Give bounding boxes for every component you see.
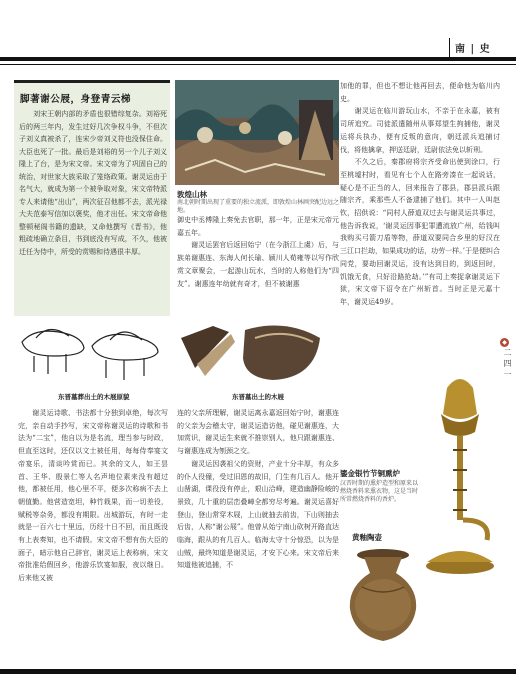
footer-rule — [0, 669, 516, 674]
clogs-drawing — [14, 318, 166, 388]
article-title: 脚著谢公屐，身登青云梯 — [20, 94, 132, 105]
censer-image — [417, 370, 503, 578]
book-section-label: 南 | 史 — [455, 44, 491, 55]
wooden-clogs-image — [14, 318, 166, 388]
article-text-column-1: 刘宋王朝内部的矛盾也很错综复杂。刘裕死后的两三年内，发生过好几次争权斗争，不但次子刘义真被杀了，连宋少帝刘义符也没保住命。大臣也死了一批。最后是刘裕的另一个儿子刘义隆上了台，是为宋文帝。宋文帝为了巩固自己的统治，对世家大族采取了笼络政策。谢灵运由于名气大，就成为第一个被争取对象，宋文帝特派专人来请他“出山”，两次征召他都不去，派光禄大夫范泰写信加以褒奖，他才出任。宋文帝命他整顿秘阁书籍的遗缺，又命他撰写《晋书》，他粗疏地确立条目，书到底没有写成，不久，他被迁任为侍中，所受的赏赐和待遇很丰厚。 — [19, 110, 167, 256]
clogs-caption: 东晋墓葬出土的木屐原貌 — [58, 393, 130, 401]
pottery-jar-image — [342, 547, 424, 645]
jar-drawing — [342, 547, 424, 645]
header-rule-thin — [0, 64, 516, 65]
mural-image — [175, 80, 339, 185]
header-rule — [0, 57, 516, 61]
mural-caption-text: 南北朝时期出现了重要的独立流派，即敦煌山林画突配边远之地。 — [177, 199, 340, 214]
page-number: 二四一 — [503, 348, 512, 381]
censer-caption-text: 汉晋时期的熏炉造型和原来以燃烧香料来熏衣物，这是当时所常燃烧香料的香炉。 — [340, 480, 419, 503]
pot-caption: 黄釉陶壶 — [352, 533, 382, 542]
mural-caption-title: 敦煌山林 — [177, 190, 207, 199]
article-text-column-2: 御史中丞傅隆上奏免去官职，那一年，正是宋元帝元嘉五年。 谢灵运罢官后返回始宁（在今浙江上虞）后，与族弟谢惠连、东海人何长瑜、颍川人荀雍等以写作欣赏文章聚会，一起游山玩水，当时的人称他们为“四友”。谢惠连年幼就有奇才，但不被谢惠 — [177, 216, 339, 288]
article-text-column-5: 连的父亲所理解，谢灵运离永嘉返回始宁时，谢惠连的父亲为会稽太守，谢灵运造访他，碰见谢惠连，大加赏识，谢灵运生来就不推崇别人，他只跟谢惠连、与谢惠连成为刎颈之交。 谢灵运因袭祖父的资财，产业十分丰厚，有众多的仆人役僮，受过旧恩的故旧，门生有几百人。他开山凿湖，课役没有停止，艰山洽峰，建造幽静险峻的景致，几十重的层峦叠嶂全都穷尽考遍。谢灵运喜好登山，登山常穿木屐，上山就抽去前齿，下山则抽去后齿，人称“谢公屐”。他曾从始宁南山砍树开路直达临海，跟从的有几百人。临海太守十分惊恐，以为是山贼，最终知道是谢灵运，才安下心来。宋文帝后来知道他被追捕，不 — [177, 409, 339, 570]
article-text-column-3: 加他的罪，但也不想让他再回去，便命他为临川内史。 谢灵运在临川游玩山水，不亲于在永嘉，被有司所追究。司徒派遣随州从事郑望生拘捕他，谢灵运将兵执办，便有反叛的意向，朝廷派兵追捕讨伐，将他擒拿，押送廷尉，廷尉依法免以斩刑。 不久之后，秦郡府将宗齐受命出使到涂口，行至桃墟村时，看见有七个人在路旁凑在一起说话，疑心是不正当的人，回来报告了郡县，郡县派兵跟随宗齐，乘那些人不备逮捕了他们。其中一人叫赵钦，招供说：“同村人薛道双过去与谢灵运共事过，他告诉我说，‘谢灵运因事犯罪遭流放广州，给钱叫我购买弓箭刀盾等物，薛道双要同合乡里的好汉在三江口拦劫，如果成功的话，功劳一样。’于是便纠合同党，要劫回谢灵运，没有达到目的，到返回时，饥饿无食，只好沿路抢劫。’”有司上奏捉拿谢灵运下狱，宋文帝下诏令在广州斩首。当时正是元嘉十年，谢灵运49岁。 — [340, 82, 500, 306]
censer-drawing — [417, 370, 503, 578]
censer-caption-title: 鎏金银竹节铜熏炉 — [340, 469, 400, 478]
bamboo-drawing — [175, 318, 325, 393]
page-marker-dot: ◆ — [500, 338, 509, 347]
mural-illustration — [175, 80, 339, 185]
bamboo-artifact-image — [175, 318, 325, 393]
bamboo-caption: 东晋墓出土的木屐 — [232, 393, 284, 401]
article-text-column-4: 谢灵运诗歌、书法都十分独到卓绝，每次写完，亲自动手抄写，宋文帝称谢灵运的诗歌和书法为“二宝”，他自以为是名流，理当参与时政，但直至这时，还仅以文士被任用，每每侍奉宴文帝宴乐，清谈吟赏而已。其余的文人，如王昙首、王华、殷景仁等人名声地位素来没有超过他，都被任用，他心里不平，便多次称病不去上朝值勤。他营造宽坦，种竹栽果，而一切差役，赋税等杂务，都没有期限。出城游玩，有时一走就是一百六七十里远，历经十日不回，而且既没有上表奏知，也不请假。宋文帝不想有伤大臣的面子，暗示他自己辞官，谢灵运上表称病，宋文帝批准给假回乡，他游乐饮宴如服，夜以继日。后来他又被 — [18, 409, 168, 583]
